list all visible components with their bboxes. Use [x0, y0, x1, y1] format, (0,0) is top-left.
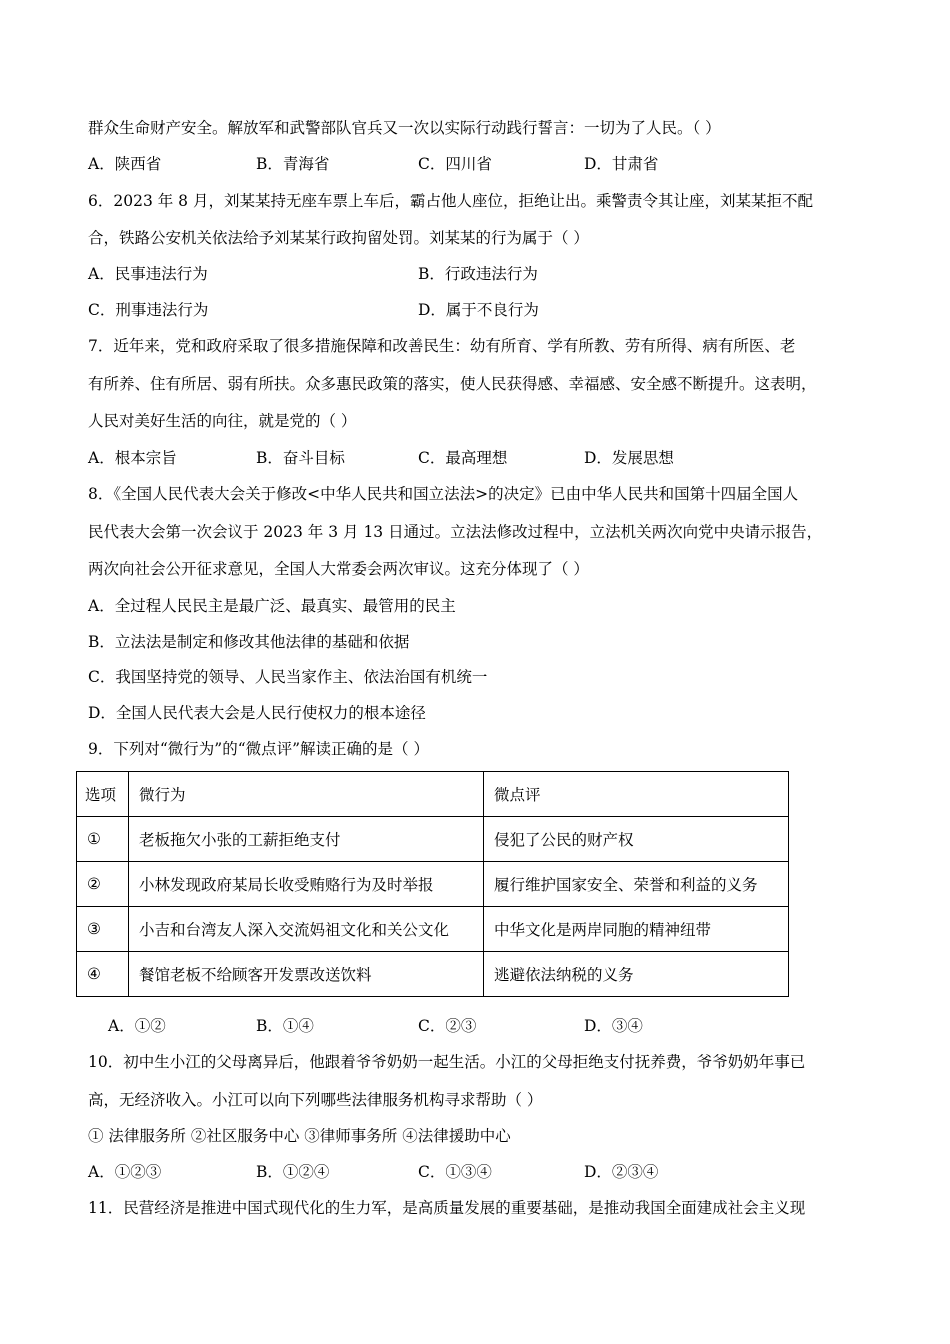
q9-table-header-row	[77, 772, 789, 817]
q9-table	[76, 771, 789, 997]
q9-option-b: B．①④	[256, 1017, 314, 1035]
q8-option-b: B．立法法是制定和修改其他法律的基础和依据	[88, 633, 410, 651]
q10-option-c: C．①③④	[418, 1163, 492, 1181]
q8-stem-line-3: 两次向社会公开征求意见，全国人大常委会两次审议。这充分体现了（ ）	[88, 560, 589, 578]
q10-option-d: D．②③④	[584, 1163, 659, 1181]
q10-option-a: A．①②③	[88, 1163, 162, 1181]
q9-header-behavior: 微行为	[129, 772, 484, 817]
q9-row-comment: 履行维护国家安全、荣誉和利益的义务	[484, 862, 789, 907]
q9-row-marker: ④	[77, 952, 129, 997]
q8-option-c: C．我国坚持党的领导、人民当家作主、依法治国有机统一	[88, 668, 488, 686]
q9-stem: 9．下列对“微行为”的“微点评”解读正确的是（ ）	[88, 740, 429, 758]
q9-row-marker: ③	[77, 907, 129, 952]
q6-option-a: A．民事违法行为	[88, 265, 208, 283]
q9-row-behavior: 老板拖欠小张的工薪拒绝支付	[129, 817, 484, 862]
q6-stem-line-1: 6．2023 年 8 月，刘某某持无座车票上车后，霸占他人座位，拒绝让出。乘警责令其让座，刘某某拒不配	[88, 192, 813, 210]
q7-stem-line-3: 人民对美好生活的向往，就是党的（ ）	[88, 412, 357, 430]
q6-option-b: B．行政违法行为	[418, 265, 538, 283]
q6-stem-line-2: 合，铁路公安机关依法给予刘某某行政拘留处罚。刘某某的行为属于（ ）	[88, 229, 589, 247]
q9-row-marker: ①	[77, 817, 129, 862]
q5-option-a: A．陕西省	[88, 155, 162, 173]
q9-row-behavior: 餐馆老板不给顾客开发票改送饮料	[129, 952, 484, 997]
q5-stem-tail: 群众生命财产安全。解放军和武警部队官兵又一次以实际行动践行誓言：一切为了人民。（ ）	[88, 119, 721, 137]
q7-option-a: A．根本宗旨	[88, 449, 177, 467]
q10-stem-line-1: 10．初中生小江的父母离异后，他跟着爷爷奶奶一起生活。小江的父母拒绝支付抚养费，爷爷奶奶年事已	[88, 1053, 806, 1071]
q8-option-d: D．全国人民代表大会是人民行使权力的根本途径	[88, 704, 426, 722]
q9-option-a: A．①②	[108, 1017, 166, 1035]
q11-stem-line-1: 11．民营经济是推进中国式现代化的生力军，是高质量发展的重要基础，是推动我国全面建成社会主义现	[88, 1199, 806, 1217]
q8-stem-line-2: 民代表大会第一次会议于 2023 年 3 月 13 日通过。立法法修改过程中，立法机关两次向党中央请示报告，	[88, 523, 823, 541]
table-row	[77, 952, 789, 997]
q9-header-comment: 微点评	[484, 772, 789, 817]
q10-stem-line-2: 高，无经济收入。小江可以向下列哪些法律服务机构寻求帮助（ ）	[88, 1091, 543, 1109]
q10-item-list: ① 法律服务所 ②社区服务中心 ③律师事务所 ④法律援助中心	[88, 1127, 511, 1145]
q5-option-d: D．甘肃省	[584, 155, 659, 173]
q10-option-b: B．①②④	[256, 1163, 330, 1181]
q6-option-d: D．属于不良行为	[418, 301, 539, 319]
q9-option-c: C．②③	[418, 1017, 477, 1035]
q8-option-a: A．全过程人民民主是最广泛、最真实、最管用的民主	[88, 597, 456, 615]
q7-stem-line-2: 有所养、住有所居、弱有所扶。众多惠民政策的落实，使人民获得感、幸福感、安全感不断提升。这表明，	[88, 375, 817, 393]
q7-option-c: C．最高理想	[418, 449, 508, 467]
q7-stem-line-1: 7．近年来，党和政府采取了很多措施保障和改善民生：幼有所育、学有所教、劳有所得、病有所医、老	[88, 337, 796, 355]
q9-row-marker: ②	[77, 862, 129, 907]
q9-row-behavior: 小林发现政府某局长收受贿赂行为及时举报	[129, 862, 484, 907]
table-row	[77, 862, 789, 907]
q6-option-c: C．刑事违法行为	[88, 301, 209, 319]
q9-row-comment: 逃避依法纳税的义务	[484, 952, 789, 997]
table-row	[77, 817, 789, 862]
q5-option-b: B．青海省	[256, 155, 330, 173]
q9-header-option: 选项	[77, 772, 129, 817]
q9-row-comment: 中华文化是两岸同胞的精神纽带	[484, 907, 789, 952]
q9-row-comment: 侵犯了公民的财产权	[484, 817, 789, 862]
q9-option-d: D．③④	[584, 1017, 643, 1035]
q5-option-c: C．四川省	[418, 155, 492, 173]
q9-row-behavior: 小吉和台湾友人深入交流妈祖文化和关公文化	[129, 907, 484, 952]
table-row	[77, 907, 789, 952]
q7-option-d: D．发展思想	[584, 449, 674, 467]
q7-option-b: B．奋斗目标	[256, 449, 345, 467]
q8-stem-line-1: 8．《全国人民代表大会关于修改<中华人民共和国立法法>的决定》已由中华人民共和国第十四届全国人	[88, 485, 799, 503]
